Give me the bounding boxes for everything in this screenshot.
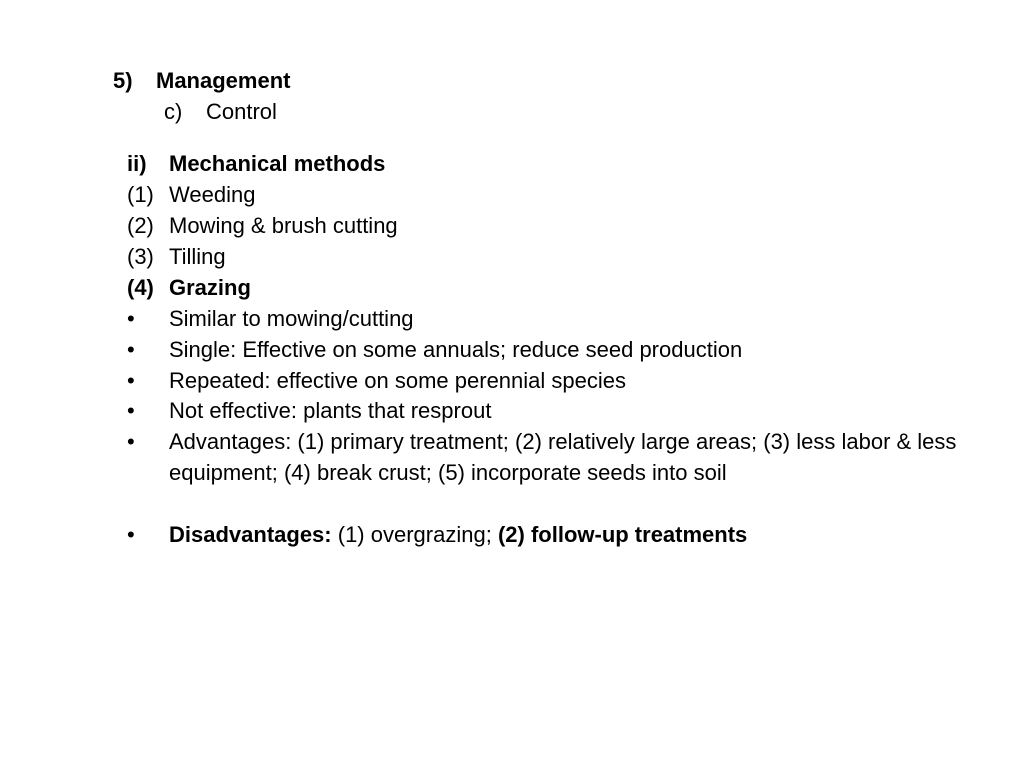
method-marker: (4) bbox=[127, 275, 154, 300]
method-marker: (2) bbox=[127, 213, 154, 238]
section-marker: ii) bbox=[127, 151, 147, 176]
bullet-icon: • bbox=[127, 429, 135, 454]
bullet-icon: • bbox=[127, 337, 135, 362]
bullet-icon: • bbox=[127, 398, 135, 423]
heading-title: Management bbox=[156, 68, 291, 93]
disadvantages-item-1: (1) overgrazing; bbox=[337, 522, 492, 547]
bullet-icon: • bbox=[127, 306, 135, 331]
method-label: Weeding bbox=[169, 182, 256, 207]
section-title: Mechanical methods bbox=[169, 151, 386, 176]
method-marker: (3) bbox=[127, 244, 154, 269]
disadvantages-item-2: (2) follow-up treatments bbox=[497, 522, 748, 547]
subheading-marker: c) bbox=[164, 99, 183, 124]
method-label: Grazing bbox=[169, 275, 251, 300]
disadvantages-line bbox=[169, 519, 747, 550]
bullet-icon: • bbox=[127, 522, 135, 547]
bullet-text: Advantages: (1) primary treatment; (2) relatively large areas; (3) less labor & less equipment; (4) break crust; (5) incorporate seeds into soil bbox=[169, 429, 957, 485]
bullet-icon: • bbox=[127, 368, 135, 393]
heading-number: 5) bbox=[113, 68, 133, 93]
subheading-title: Control bbox=[206, 99, 277, 124]
method-label: Tilling bbox=[169, 244, 226, 269]
bullet-text: Single: Effective on some annuals; reduce seed production bbox=[169, 337, 743, 362]
bullet-text: Repeated: effective on some perennial species bbox=[169, 368, 626, 393]
method-marker: (1) bbox=[127, 182, 154, 207]
disadvantages-label: Disadvantages: bbox=[169, 522, 332, 547]
method-label: Mowing & brush cutting bbox=[169, 213, 398, 238]
bullet-text: Not effective: plants that resprout bbox=[169, 398, 492, 423]
bullet-text: Similar to mowing/cutting bbox=[169, 306, 414, 331]
